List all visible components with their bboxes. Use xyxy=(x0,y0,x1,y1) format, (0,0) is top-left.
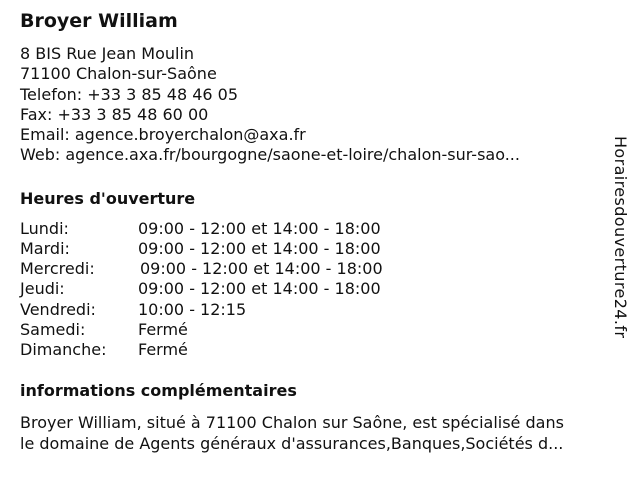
hours-time: Fermé xyxy=(138,319,188,339)
hours-day: Jeudi: xyxy=(20,279,65,299)
hours-time: 09:00 - 12:00 et 14:00 - 18:00 xyxy=(138,218,381,238)
hours-time: 09:00 - 12:00 et 14:00 - 18:00 xyxy=(138,279,381,299)
hours-row-vendredi xyxy=(20,300,610,320)
hours-row-lundi xyxy=(20,219,610,239)
hours-day: Samedi: xyxy=(20,319,86,339)
hours-day: Lundi: xyxy=(20,218,69,238)
info-heading: informations complémentaires xyxy=(20,381,297,401)
business-card xyxy=(20,8,610,454)
hours-table xyxy=(20,219,610,360)
hours-time: Fermé xyxy=(138,340,188,359)
hours-time: 09:00 - 12:00 et 14:00 - 18:00 xyxy=(138,238,381,258)
hours-row-samedi xyxy=(20,320,610,340)
hours-row-mardi xyxy=(20,239,610,259)
hours-day: Dimanche: xyxy=(20,340,107,359)
business-name: Broyer William xyxy=(20,10,178,32)
hours-row-mercredi xyxy=(20,259,610,279)
site-watermark[interactable]: Horairesdouverture24.fr xyxy=(611,136,630,339)
phone-line[interactable]: Telefon: +33 3 85 48 46 05 xyxy=(20,84,239,104)
info-description xyxy=(20,412,620,454)
hours-row-jeudi xyxy=(20,279,610,299)
fax-line: Fax: +33 3 85 48 60 00 xyxy=(20,104,209,124)
address-city: 71100 Chalon-sur-Saône xyxy=(20,64,217,84)
contact-block xyxy=(20,44,610,166)
hours-heading: Heures d'ouverture xyxy=(20,188,196,208)
info-text-line: Broyer William, situé à 71100 Chalon sur Saône, est spécialisé dans xyxy=(20,413,564,433)
web-line[interactable]: Web: agence.axa.fr/bourgogne/saone-et-loire/chalon-sur-sao... xyxy=(20,145,520,165)
hours-time: 09:00 - 12:00 et 14:00 - 18:00 xyxy=(140,259,383,279)
address-street: 8 BIS Rue Jean Moulin xyxy=(20,44,195,63)
hours-row-dimanche xyxy=(20,340,610,360)
hours-time: 10:00 - 12:15 xyxy=(138,299,247,319)
email-line[interactable]: Email: agence.broyerchalon@axa.fr xyxy=(20,125,306,145)
info-text-line: le domaine de Agents généraux d'assurances,Banques,Sociétés d... xyxy=(20,434,564,454)
hours-day: Mercredi: xyxy=(20,259,95,279)
hours-day: Mardi: xyxy=(20,238,70,258)
hours-day: Vendredi: xyxy=(20,299,96,319)
